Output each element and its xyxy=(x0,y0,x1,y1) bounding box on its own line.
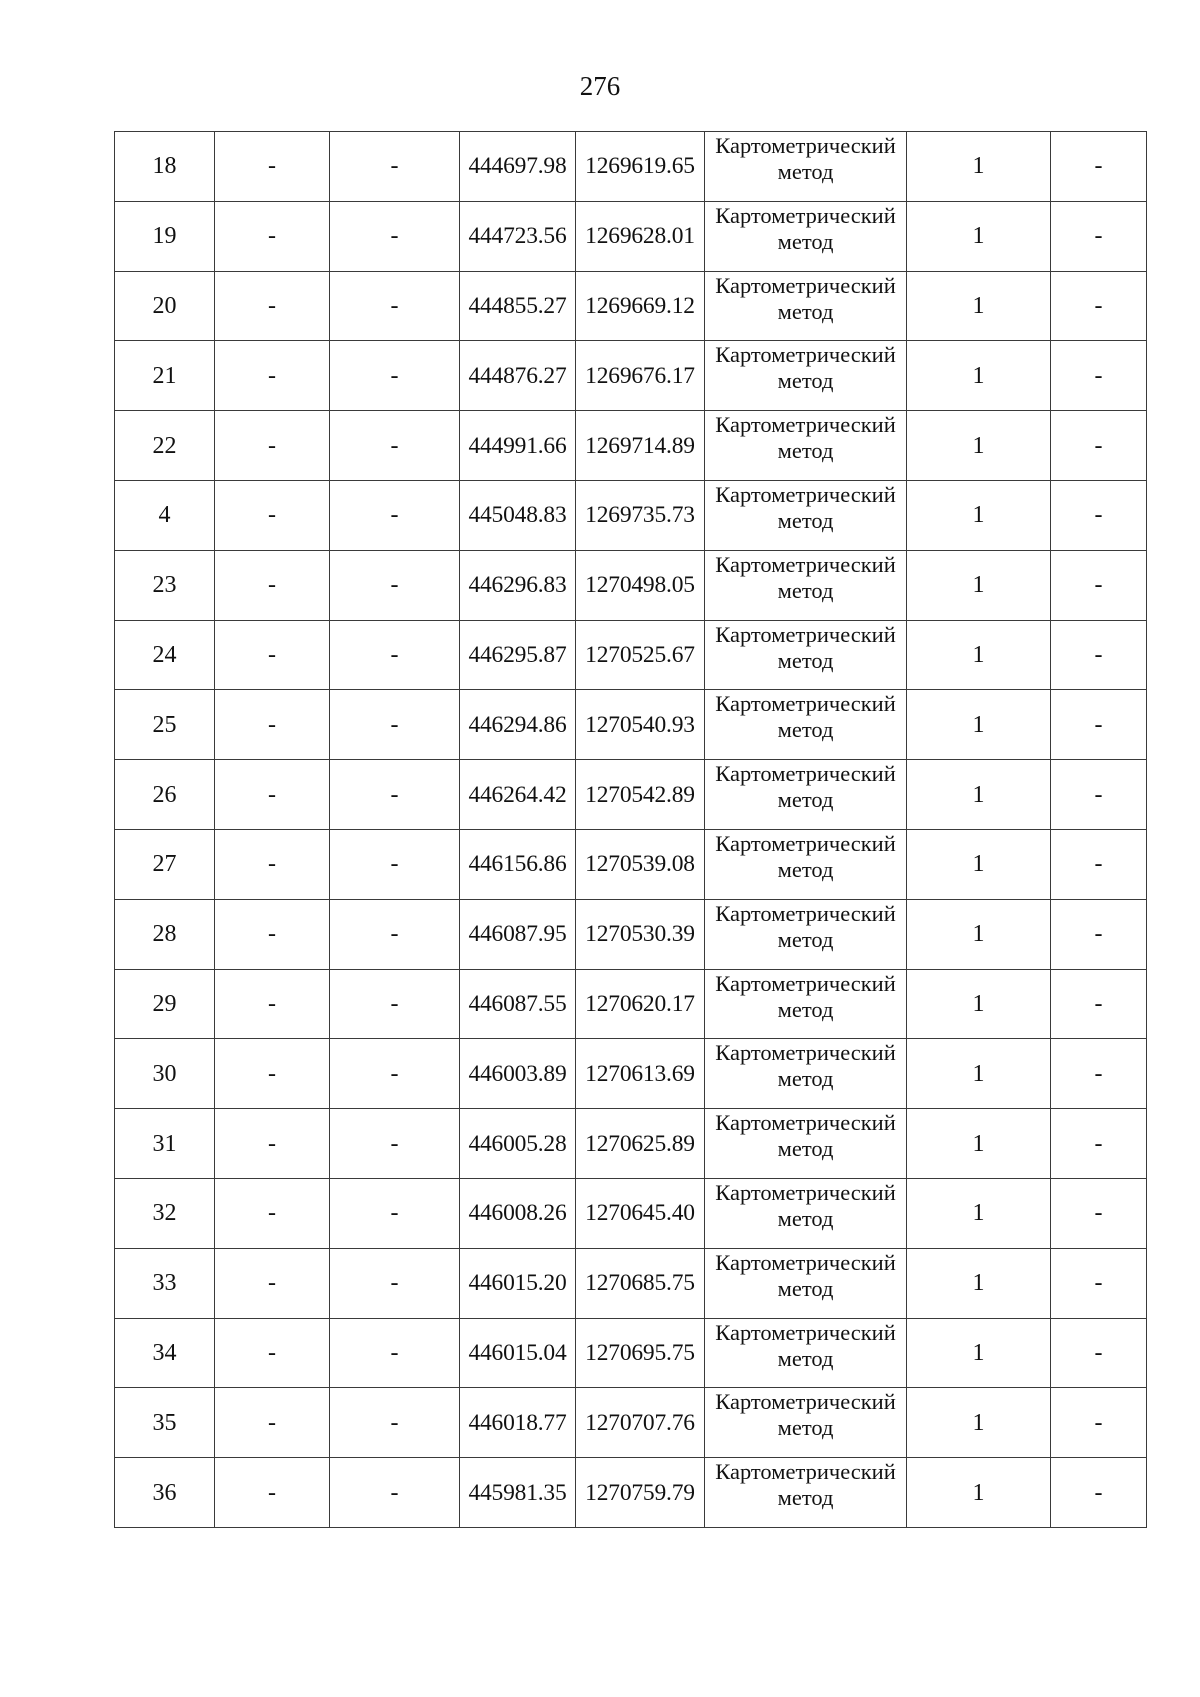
x-coordinate-cell: 444697.98 xyxy=(460,132,576,202)
empty-dash-cell: - xyxy=(215,1248,330,1318)
point-number-cell: 21 xyxy=(115,341,215,411)
method-text: метод xyxy=(777,438,834,464)
method-cell xyxy=(705,1458,907,1528)
y-coordinate-cell: 1270707.76 xyxy=(576,1388,705,1458)
page-number: 276 xyxy=(579,71,621,101)
point-number-cell: 27 xyxy=(115,829,215,899)
empty-dash-cell: - xyxy=(1051,1109,1147,1179)
empty-dash-cell: - xyxy=(215,1109,330,1179)
method-text: Картометрический xyxy=(715,1459,896,1485)
method-text: метод xyxy=(777,717,834,743)
y-coordinate-cell: 1269735.73 xyxy=(576,480,705,550)
empty-dash-cell: - xyxy=(1051,132,1147,202)
table-row xyxy=(115,620,1147,690)
y-coordinate-cell: 1269669.12 xyxy=(576,271,705,341)
y-coordinate-cell: 1269628.01 xyxy=(576,201,705,271)
empty-dash-cell: - xyxy=(330,620,460,690)
empty-dash-cell: - xyxy=(215,480,330,550)
method-cell xyxy=(705,550,907,620)
x-coordinate-cell: 446294.86 xyxy=(460,690,576,760)
y-coordinate-cell: 1270759.79 xyxy=(576,1458,705,1528)
method-text: Картометрический xyxy=(715,272,896,298)
empty-dash-cell: - xyxy=(215,411,330,481)
y-coordinate-cell: 1270530.39 xyxy=(576,899,705,969)
empty-dash-cell: - xyxy=(215,341,330,411)
x-coordinate-cell: 444855.27 xyxy=(460,271,576,341)
table-row xyxy=(115,690,1147,760)
table-row xyxy=(115,271,1147,341)
y-coordinate-cell: 1270539.08 xyxy=(576,829,705,899)
empty-dash-cell: - xyxy=(215,1318,330,1388)
empty-dash-cell: - xyxy=(1051,1178,1147,1248)
x-coordinate-cell: 446005.28 xyxy=(460,1109,576,1179)
value-cell: 1 xyxy=(907,411,1051,481)
empty-dash-cell: - xyxy=(215,829,330,899)
method-cell xyxy=(705,341,907,411)
value-cell: 1 xyxy=(907,1178,1051,1248)
method-text: метод xyxy=(777,647,834,673)
point-number-cell: 25 xyxy=(115,690,215,760)
empty-dash-cell: - xyxy=(1051,829,1147,899)
x-coordinate-cell: 446264.42 xyxy=(460,760,576,830)
method-text: метод xyxy=(777,1275,834,1301)
x-coordinate-cell: 446003.89 xyxy=(460,1039,576,1109)
method-cell xyxy=(705,1248,907,1318)
point-number-cell: 26 xyxy=(115,760,215,830)
empty-dash-cell: - xyxy=(1051,1318,1147,1388)
empty-dash-cell: - xyxy=(330,341,460,411)
method-text: метод xyxy=(777,368,834,394)
empty-dash-cell: - xyxy=(330,271,460,341)
table-row xyxy=(115,1388,1147,1458)
method-text: метод xyxy=(777,926,834,952)
empty-dash-cell: - xyxy=(1051,341,1147,411)
x-coordinate-cell: 444991.66 xyxy=(460,411,576,481)
point-number-cell: 28 xyxy=(115,899,215,969)
point-number-cell: 23 xyxy=(115,550,215,620)
empty-dash-cell: - xyxy=(330,1458,460,1528)
method-cell xyxy=(705,690,907,760)
method-text: метод xyxy=(777,1415,834,1441)
y-coordinate-cell: 1270542.89 xyxy=(576,760,705,830)
empty-dash-cell: - xyxy=(330,1039,460,1109)
x-coordinate-cell: 446087.95 xyxy=(460,899,576,969)
empty-dash-cell: - xyxy=(215,899,330,969)
method-cell xyxy=(705,969,907,1039)
method-text: Картометрический xyxy=(715,761,896,787)
method-cell xyxy=(705,899,907,969)
empty-dash-cell: - xyxy=(1051,271,1147,341)
x-coordinate-cell: 446087.55 xyxy=(460,969,576,1039)
point-number-cell: 19 xyxy=(115,201,215,271)
point-number-cell: 34 xyxy=(115,1318,215,1388)
empty-dash-cell: - xyxy=(1051,480,1147,550)
y-coordinate-cell: 1270685.75 xyxy=(576,1248,705,1318)
method-cell xyxy=(705,480,907,550)
method-cell xyxy=(705,201,907,271)
method-text: Картометрический xyxy=(715,1319,896,1345)
point-number-cell: 20 xyxy=(115,271,215,341)
method-text: Картометрический xyxy=(715,900,896,926)
x-coordinate-cell: 445981.35 xyxy=(460,1458,576,1528)
y-coordinate-cell: 1269714.89 xyxy=(576,411,705,481)
y-coordinate-cell: 1269676.17 xyxy=(576,341,705,411)
coordinates-table xyxy=(114,131,1147,1528)
table-row xyxy=(115,1109,1147,1179)
empty-dash-cell: - xyxy=(215,1178,330,1248)
point-number-cell: 36 xyxy=(115,1458,215,1528)
method-text: Картометрический xyxy=(715,202,896,228)
y-coordinate-cell: 1270625.89 xyxy=(576,1109,705,1179)
table-row xyxy=(115,411,1147,481)
empty-dash-cell: - xyxy=(1051,899,1147,969)
empty-dash-cell: - xyxy=(215,760,330,830)
method-cell xyxy=(705,1318,907,1388)
y-coordinate-cell: 1270498.05 xyxy=(576,550,705,620)
empty-dash-cell: - xyxy=(330,690,460,760)
value-cell: 1 xyxy=(907,829,1051,899)
empty-dash-cell: - xyxy=(330,1178,460,1248)
table-row xyxy=(115,1039,1147,1109)
empty-dash-cell: - xyxy=(215,1388,330,1458)
value-cell: 1 xyxy=(907,1318,1051,1388)
y-coordinate-cell: 1270540.93 xyxy=(576,690,705,760)
x-coordinate-cell: 445048.83 xyxy=(460,480,576,550)
method-text: метод xyxy=(777,1485,834,1511)
empty-dash-cell: - xyxy=(1051,201,1147,271)
empty-dash-cell: - xyxy=(215,201,330,271)
method-text: Картометрический xyxy=(715,1389,896,1415)
table-row xyxy=(115,760,1147,830)
method-cell xyxy=(705,760,907,830)
value-cell: 1 xyxy=(907,760,1051,830)
point-number-cell: 35 xyxy=(115,1388,215,1458)
empty-dash-cell: - xyxy=(330,829,460,899)
method-text: метод xyxy=(777,1136,834,1162)
point-number-cell: 30 xyxy=(115,1039,215,1109)
empty-dash-cell: - xyxy=(215,271,330,341)
table-row xyxy=(115,1318,1147,1388)
y-coordinate-cell: 1270645.40 xyxy=(576,1178,705,1248)
y-coordinate-cell: 1270613.69 xyxy=(576,1039,705,1109)
empty-dash-cell: - xyxy=(215,1039,330,1109)
method-text: метод xyxy=(777,298,834,324)
method-text: метод xyxy=(777,507,834,533)
method-cell xyxy=(705,829,907,899)
method-text: метод xyxy=(777,996,834,1022)
value-cell: 1 xyxy=(907,550,1051,620)
empty-dash-cell: - xyxy=(1051,690,1147,760)
table-body xyxy=(115,132,1147,1528)
point-number-cell: 32 xyxy=(115,1178,215,1248)
y-coordinate-cell: 1269619.65 xyxy=(576,132,705,202)
method-cell xyxy=(705,132,907,202)
value-cell: 1 xyxy=(907,899,1051,969)
table-row xyxy=(115,1458,1147,1528)
value-cell: 1 xyxy=(907,1458,1051,1528)
method-cell xyxy=(705,1388,907,1458)
y-coordinate-cell: 1270620.17 xyxy=(576,969,705,1039)
method-text: Картометрический xyxy=(715,1249,896,1275)
value-cell: 1 xyxy=(907,132,1051,202)
point-number-cell: 29 xyxy=(115,969,215,1039)
empty-dash-cell: - xyxy=(1051,760,1147,830)
empty-dash-cell: - xyxy=(1051,550,1147,620)
value-cell: 1 xyxy=(907,620,1051,690)
method-cell xyxy=(705,411,907,481)
method-text: метод xyxy=(777,1345,834,1371)
table-row xyxy=(115,480,1147,550)
method-text: Картометрический xyxy=(715,551,896,577)
empty-dash-cell: - xyxy=(1051,620,1147,690)
empty-dash-cell: - xyxy=(330,1248,460,1318)
empty-dash-cell: - xyxy=(215,620,330,690)
value-cell: 1 xyxy=(907,1039,1051,1109)
table-row xyxy=(115,341,1147,411)
table-row xyxy=(115,1248,1147,1318)
point-number-cell: 24 xyxy=(115,620,215,690)
method-text: Картометрический xyxy=(715,1040,896,1066)
point-number-cell: 4 xyxy=(115,480,215,550)
x-coordinate-cell: 446018.77 xyxy=(460,1388,576,1458)
empty-dash-cell: - xyxy=(330,969,460,1039)
empty-dash-cell: - xyxy=(330,132,460,202)
method-cell xyxy=(705,1039,907,1109)
method-text: Картометрический xyxy=(715,133,896,158)
value-cell: 1 xyxy=(907,1248,1051,1318)
method-cell xyxy=(705,1178,907,1248)
empty-dash-cell: - xyxy=(330,480,460,550)
y-coordinate-cell: 1270695.75 xyxy=(576,1318,705,1388)
table-row xyxy=(115,1178,1147,1248)
method-text: Картометрический xyxy=(715,691,896,717)
method-text: Картометрический xyxy=(715,1179,896,1205)
method-text: Картометрический xyxy=(715,830,896,856)
method-text: метод xyxy=(777,787,834,813)
empty-dash-cell: - xyxy=(215,132,330,202)
x-coordinate-cell: 446295.87 xyxy=(460,620,576,690)
x-coordinate-cell: 446296.83 xyxy=(460,550,576,620)
method-text: метод xyxy=(777,1205,834,1231)
table-row xyxy=(115,132,1147,202)
table-row xyxy=(115,969,1147,1039)
method-text: метод xyxy=(777,1066,834,1092)
table-row xyxy=(115,550,1147,620)
y-coordinate-cell: 1270525.67 xyxy=(576,620,705,690)
empty-dash-cell: - xyxy=(1051,1248,1147,1318)
empty-dash-cell: - xyxy=(1051,411,1147,481)
method-text: метод xyxy=(777,159,834,184)
empty-dash-cell: - xyxy=(215,690,330,760)
empty-dash-cell: - xyxy=(1051,1039,1147,1109)
method-text: Картометрический xyxy=(715,1110,896,1136)
x-coordinate-cell: 446015.04 xyxy=(460,1318,576,1388)
method-text: Картометрический xyxy=(715,970,896,996)
table-row xyxy=(115,829,1147,899)
value-cell: 1 xyxy=(907,341,1051,411)
empty-dash-cell: - xyxy=(330,201,460,271)
x-coordinate-cell: 446156.86 xyxy=(460,829,576,899)
method-cell xyxy=(705,271,907,341)
x-coordinate-cell: 446015.20 xyxy=(460,1248,576,1318)
value-cell: 1 xyxy=(907,1388,1051,1458)
empty-dash-cell: - xyxy=(215,550,330,620)
empty-dash-cell: - xyxy=(330,1109,460,1179)
point-number-cell: 18 xyxy=(115,132,215,202)
empty-dash-cell: - xyxy=(330,411,460,481)
value-cell: 1 xyxy=(907,480,1051,550)
point-number-cell: 31 xyxy=(115,1109,215,1179)
method-text: метод xyxy=(777,856,834,882)
x-coordinate-cell: 444876.27 xyxy=(460,341,576,411)
empty-dash-cell: - xyxy=(330,1318,460,1388)
method-text: Картометрический xyxy=(715,342,896,368)
method-text: Картометрический xyxy=(715,621,896,647)
method-cell xyxy=(705,620,907,690)
table-row xyxy=(115,201,1147,271)
value-cell: 1 xyxy=(907,1109,1051,1179)
x-coordinate-cell: 446008.26 xyxy=(460,1178,576,1248)
method-text: метод xyxy=(777,577,834,603)
empty-dash-cell: - xyxy=(215,969,330,1039)
value-cell: 1 xyxy=(907,969,1051,1039)
method-text: Картометрический xyxy=(715,412,896,438)
empty-dash-cell: - xyxy=(1051,1388,1147,1458)
value-cell: 1 xyxy=(907,690,1051,760)
point-number-cell: 33 xyxy=(115,1248,215,1318)
method-cell xyxy=(705,1109,907,1179)
empty-dash-cell: - xyxy=(1051,969,1147,1039)
table-row xyxy=(115,899,1147,969)
x-coordinate-cell: 444723.56 xyxy=(460,201,576,271)
value-cell: 1 xyxy=(907,201,1051,271)
empty-dash-cell: - xyxy=(1051,1458,1147,1528)
empty-dash-cell: - xyxy=(215,1458,330,1528)
method-text: Картометрический xyxy=(715,481,896,507)
point-number-cell: 22 xyxy=(115,411,215,481)
empty-dash-cell: - xyxy=(330,760,460,830)
empty-dash-cell: - xyxy=(330,899,460,969)
value-cell: 1 xyxy=(907,271,1051,341)
method-text: метод xyxy=(777,228,834,254)
empty-dash-cell: - xyxy=(330,550,460,620)
empty-dash-cell: - xyxy=(330,1388,460,1458)
